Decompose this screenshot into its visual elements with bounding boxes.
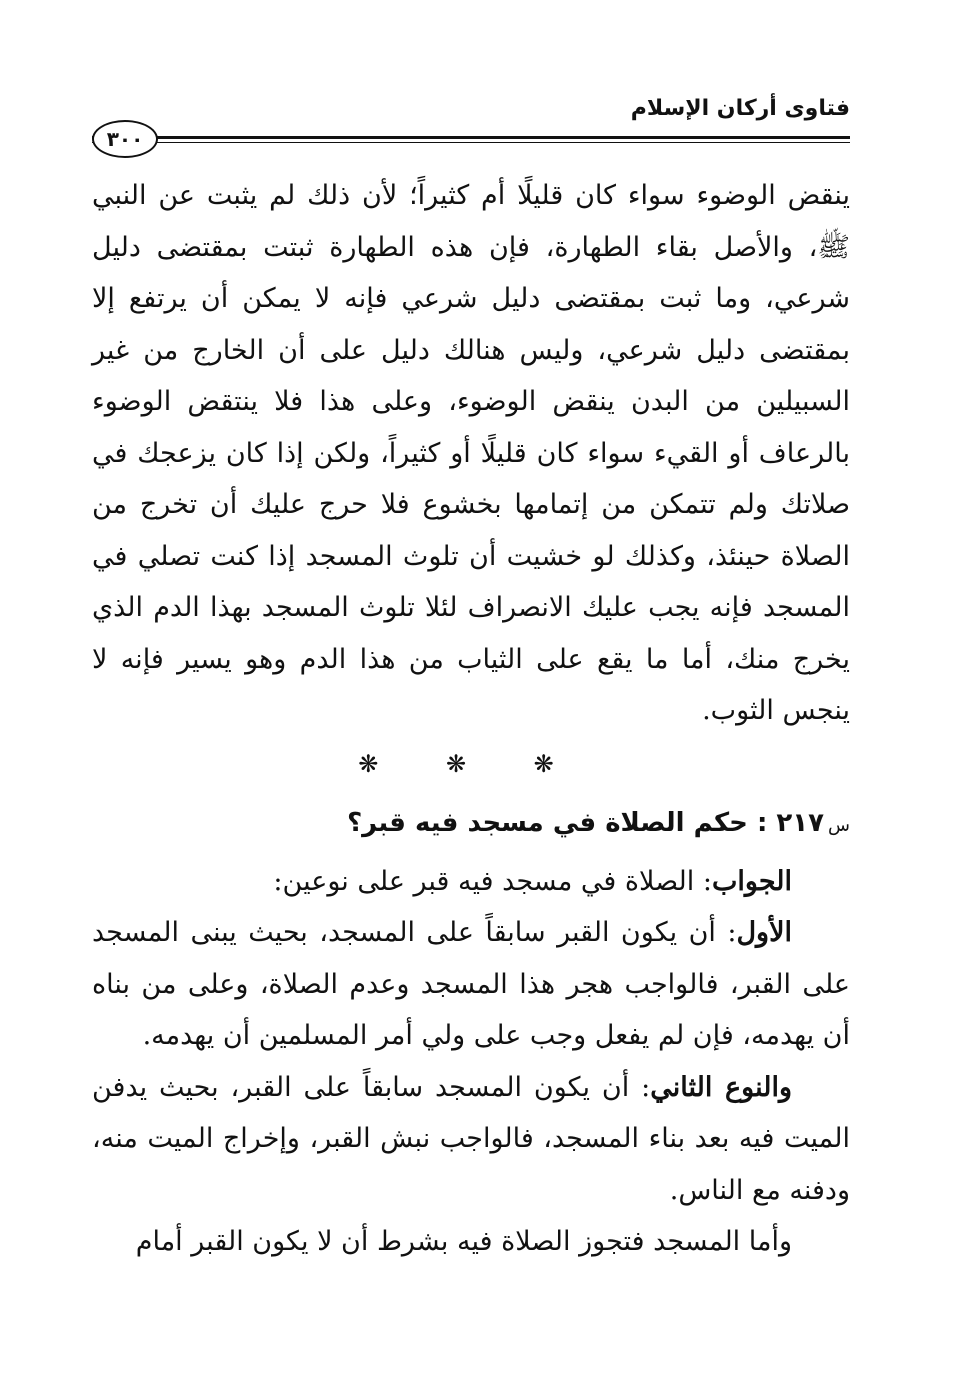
question-text: : حكم الصلاة في مسجد فيه قبر؟ (347, 808, 768, 838)
header-rule-thick (92, 136, 850, 139)
question-number: ٢١٧ (776, 808, 825, 838)
second-type-label: والنوع الثاني (650, 1071, 793, 1103)
last-paragraph: وأما المسجد فتجوز الصلاة فيه بشرط أن لا يكون القبر أمام (135, 1226, 792, 1257)
first-type-label: الأول (736, 917, 792, 948)
page-body (92, 170, 850, 1268)
question-prefix: س (828, 815, 850, 836)
first-type-text: : أن يكون القبر سابقاً على المسجد، بحيث يبنى المسجد على القبر، فالواجب هجر هذا المسجد وعدم الصلاة، وعلى من بناه أن يهدمه، فإن لم يفعل وجب على ولي أمر المسلمين أن يهدمه. (92, 917, 850, 1051)
answer-text: : الصلاة في مسجد فيه قبر على نوعين: (273, 865, 712, 897)
answer-label: الجواب (711, 865, 792, 897)
first-type-paragraph (92, 907, 850, 1062)
second-type-paragraph (92, 1062, 850, 1217)
page-number: ٣٠٠ (92, 120, 158, 158)
section-separator: ❋ ❋ ❋ (358, 749, 584, 778)
page-header (92, 96, 850, 160)
answer-intro (92, 856, 850, 908)
header-rule-thin (92, 142, 850, 143)
book-title: فتاوى أركان الإسلام (630, 96, 850, 121)
question-heading (92, 798, 850, 852)
second-type-text: : أن يكون المسجد سابقاً على القبر، بحيث يدفن الميت فيه بعد بناء المسجد، فالواجب نبش القبر، وإخراج الميت منه، ودفنه مع الناس. (92, 1071, 850, 1206)
paragraph-continuation: ينقض الوضوء سواء كان قليلًا أم كثيراً؛ لأن ذلك لم يثبت عن النبي ﷺ، والأصل بقاء الطهارة، فإن هذه الطهارة ثبتت بمقتضى دليل شرعي، وما ثبت بمقتضى دليل شرعي فإنه لا يمكن أن يرتفع إلا بمقتضى دليل شرعي، وليس هنالك دليل على أن الخارج من غير السبيلين من البدن ينقض الوضوء، وعلى هذا فلا ينتقض الوضوء بالرعاف أو القيء سواء كان قليلًا أو كثيراً، ولكن إذا كان يزعجك في صلاتك ولم تتمكن من إتمامها بخشوع فلا حرج عليك أن تخرج من الصلاة حينئذ، وكذلك لو خشيت أن تلوث المسجد إذا كنت تصلي في المسجد فإنه يجب عليك الانصراف لئلا تلوث المسجد بهذا الدم الذي يخرج منك، أما ما يقع على الثياب من هذا الدم وهو يسير فإنه لا ينجس الثوب. (92, 180, 850, 726)
